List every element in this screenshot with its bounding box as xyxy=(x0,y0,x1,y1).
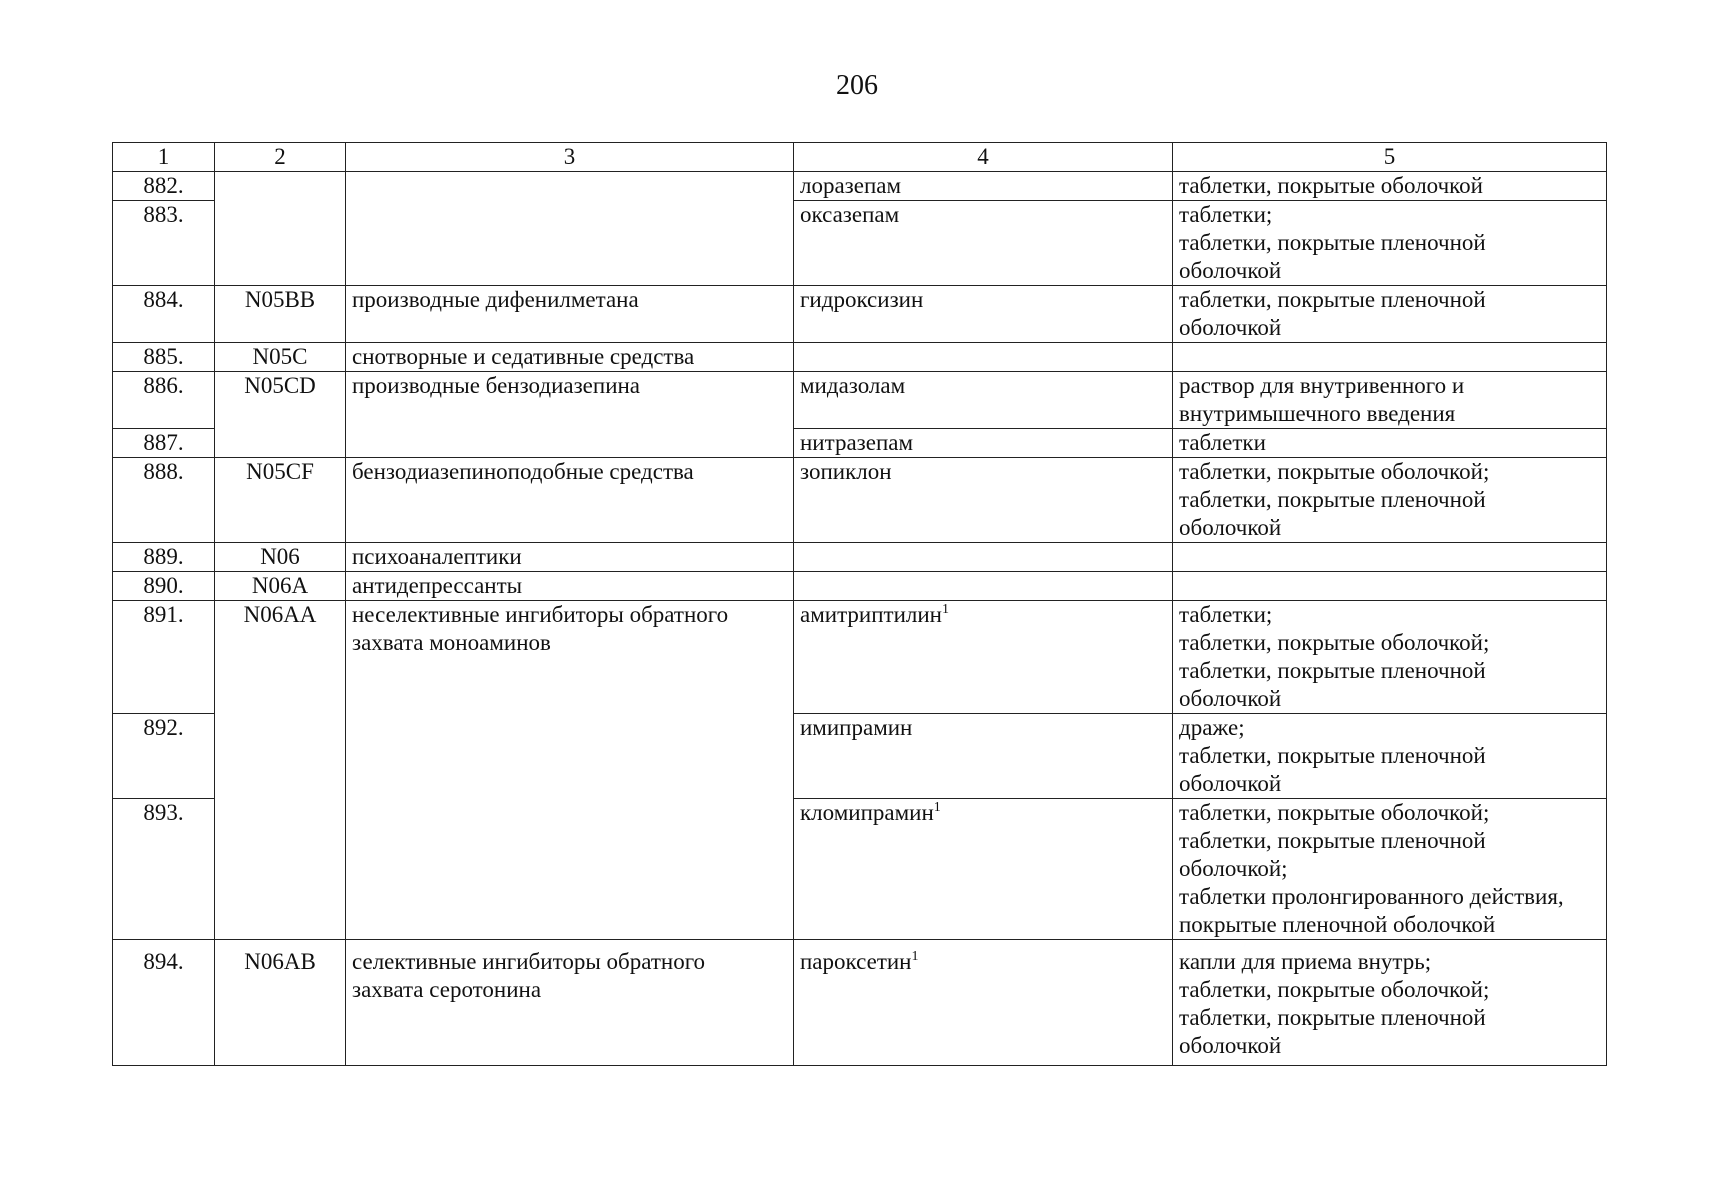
dosage-form-line: оболочкой xyxy=(1179,1033,1282,1058)
dosage-form-line: таблетки; xyxy=(1179,602,1273,627)
dosage-form-line: таблетки пролонгированного действия, xyxy=(1179,884,1564,909)
atc-code-cell xyxy=(215,172,346,286)
dosage-forms xyxy=(1173,201,1607,286)
column-header-4: 4 xyxy=(794,143,1173,172)
dosage-form-line: раствор для внутривенного и xyxy=(1179,373,1465,398)
drug-name: оксазепам xyxy=(794,201,1173,286)
atc-code: N06A xyxy=(215,572,346,601)
row-number: 885. xyxy=(113,343,215,372)
dosage-form-line: таблетки, покрытые пленочной xyxy=(1179,487,1486,512)
drug-name: мидазолам xyxy=(794,372,1173,429)
row-number: 889. xyxy=(113,543,215,572)
dosage-form-line: оболочкой xyxy=(1179,515,1282,540)
table-row xyxy=(113,172,1607,201)
dosage-forms xyxy=(1173,714,1607,799)
table-row xyxy=(113,343,1607,372)
drug-name: зопиклон xyxy=(794,458,1173,543)
classification xyxy=(346,940,794,1066)
row-number: 883. xyxy=(113,201,215,286)
footnote-marker: 1 xyxy=(941,602,949,617)
drug-name-empty xyxy=(794,543,1173,572)
table-row xyxy=(113,543,1607,572)
classification xyxy=(346,601,794,940)
dosage-form-line: оболочкой xyxy=(1179,686,1282,711)
drug-name-text: кломипрамин xyxy=(800,800,934,825)
table-row xyxy=(113,572,1607,601)
dosage-forms-empty xyxy=(1173,543,1607,572)
classification-line: захвата серотонина xyxy=(352,977,542,1002)
dosage-forms xyxy=(1173,799,1607,940)
column-header-5: 5 xyxy=(1173,143,1607,172)
classification xyxy=(346,543,794,572)
dosage-form-line: таблетки; xyxy=(1179,202,1273,227)
table-row xyxy=(113,286,1607,343)
atc-code: N05CD xyxy=(215,372,346,458)
drug-name: нитразепам xyxy=(794,429,1173,458)
classification-cell xyxy=(346,172,794,286)
drug-name: гидроксизин xyxy=(794,286,1173,343)
drug-name-empty xyxy=(794,572,1173,601)
atc-code: N06 xyxy=(215,543,346,572)
dosage-forms xyxy=(1173,172,1607,201)
dosage-form-line: капли для приема внутрь; xyxy=(1179,949,1432,974)
dosage-forms xyxy=(1173,601,1607,714)
drug-name: лоразепам xyxy=(794,172,1173,201)
row-number: 887. xyxy=(113,429,215,458)
classification xyxy=(346,343,794,372)
dosage-form-line: таблетки, покрытые пленочной xyxy=(1179,743,1486,768)
classification-line: психоаналептики xyxy=(352,544,522,569)
row-number: 891. xyxy=(113,601,215,714)
drug-name: имипрамин xyxy=(794,714,1173,799)
drug-name-empty xyxy=(794,343,1173,372)
atc-code: N05BB xyxy=(215,286,346,343)
drug-name-text: пароксетин xyxy=(800,949,912,974)
drug-name xyxy=(794,940,1173,1066)
atc-code: N05CF xyxy=(215,458,346,543)
table-row xyxy=(113,458,1607,543)
dosage-form-line: драже; xyxy=(1179,715,1245,740)
classification-line: производные бензодиазепина xyxy=(352,373,641,398)
drug-name xyxy=(794,601,1173,714)
header-row xyxy=(113,143,1607,172)
dosage-form-line: таблетки, покрытые оболочкой; xyxy=(1179,459,1490,484)
atc-code: N06AA xyxy=(215,601,346,940)
atc-code: N05C xyxy=(215,343,346,372)
dosage-form-line: таблетки xyxy=(1179,430,1266,455)
dosage-form-line: оболочкой; xyxy=(1179,856,1288,881)
row-number: 894. xyxy=(113,940,215,1066)
dosage-form-line: оболочкой xyxy=(1179,258,1282,283)
dosage-form-line: внутримышечного введения xyxy=(1179,401,1456,426)
dosage-forms xyxy=(1173,429,1607,458)
column-header-1: 1 xyxy=(113,143,215,172)
drug-name-text: амитриптилин xyxy=(800,602,942,627)
classification-line: производные дифенилметана xyxy=(352,287,639,312)
column-header-3: 3 xyxy=(346,143,794,172)
dosage-form-line: таблетки, покрытые пленочной xyxy=(1179,230,1486,255)
dosage-form-line: таблетки, покрытые оболочкой; xyxy=(1179,800,1490,825)
classification-line: снотворные и седативные средства xyxy=(352,344,695,369)
dosage-form-line: таблетки, покрытые оболочкой xyxy=(1179,173,1483,198)
row-number: 882. xyxy=(113,172,215,201)
dosage-forms xyxy=(1173,940,1607,1066)
dosage-forms-empty xyxy=(1173,343,1607,372)
row-number: 892. xyxy=(113,714,215,799)
dosage-form-line: таблетки, покрытые оболочкой; xyxy=(1179,977,1490,1002)
row-number: 884. xyxy=(113,286,215,343)
dosage-form-line: таблетки, покрытые оболочкой; xyxy=(1179,630,1490,655)
dosage-forms-empty xyxy=(1173,572,1607,601)
classification-line: захвата моноаминов xyxy=(352,630,551,655)
page-number: 206 xyxy=(836,70,878,101)
atc-code: N06AB xyxy=(215,940,346,1066)
classification-line: неселективные ингибиторы обратного xyxy=(352,602,729,627)
dosage-forms xyxy=(1173,286,1607,343)
dosage-form-line: таблетки, покрытые пленочной xyxy=(1179,287,1486,312)
row-number: 893. xyxy=(113,799,215,940)
row-number: 890. xyxy=(113,572,215,601)
dosage-forms xyxy=(1173,458,1607,543)
dosage-form-line: оболочкой xyxy=(1179,771,1282,796)
table-row xyxy=(113,601,1607,714)
drug-name xyxy=(794,799,1173,940)
classification-line: антидепрессанты xyxy=(352,573,523,598)
table-row xyxy=(113,372,1607,429)
classification xyxy=(346,372,794,458)
row-number: 886. xyxy=(113,372,215,429)
row-number: 888. xyxy=(113,458,215,543)
classification-line: бензодиазепиноподобные средства xyxy=(352,459,694,484)
footnote-marker: 1 xyxy=(911,949,919,964)
footnote-marker: 1 xyxy=(933,800,941,815)
classification-line: селективные ингибиторы обратного xyxy=(352,949,706,974)
classification xyxy=(346,458,794,543)
classification xyxy=(346,572,794,601)
column-header-2: 2 xyxy=(215,143,346,172)
dosage-form-line: таблетки, покрытые пленочной xyxy=(1179,828,1486,853)
dosage-forms xyxy=(1173,372,1607,429)
classification xyxy=(346,286,794,343)
dosage-form-line: оболочкой xyxy=(1179,315,1282,340)
dosage-form-line: таблетки, покрытые пленочной xyxy=(1179,658,1486,683)
drug-list-table xyxy=(112,142,1607,1066)
table-row xyxy=(113,940,1607,1066)
dosage-form-line: таблетки, покрытые пленочной xyxy=(1179,1005,1486,1030)
dosage-form-line: покрытые пленочной оболочкой xyxy=(1179,912,1496,937)
